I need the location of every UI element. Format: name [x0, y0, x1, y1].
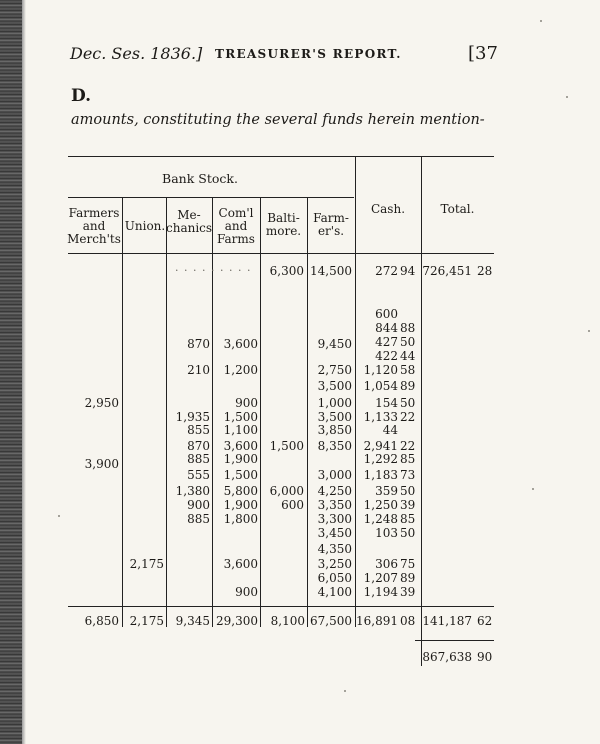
scan-speck: [58, 515, 60, 517]
top-row-farmers: 14,500: [310, 264, 352, 278]
cash-cents-cell: 39: [400, 585, 416, 599]
table-cell: 3,350: [317, 498, 352, 512]
book-binding-edge: [0, 0, 22, 744]
total-union: 2,175: [129, 614, 164, 628]
cash-cents-cell: 89: [400, 571, 416, 585]
table-cell: 885: [187, 512, 210, 526]
table-cell: 3,600: [223, 439, 258, 453]
cash-cents-cell: 44: [400, 349, 416, 363]
table-cell: 210: [187, 363, 210, 377]
table-cell: 1,100: [223, 423, 258, 437]
table-cell: 1,900: [223, 498, 258, 512]
scan-speck: [588, 330, 590, 332]
table-cell: 1,380: [175, 484, 210, 498]
table-cell: 3,250: [317, 557, 352, 571]
table-cell: 3,600: [223, 337, 258, 351]
total-cash-dollars: 16,891: [356, 614, 398, 628]
table-cell: 6,050: [317, 571, 352, 585]
cash-cents-cell: 88: [400, 321, 416, 335]
scan-speck: [344, 690, 346, 692]
table-cell: 855: [187, 423, 210, 437]
table-cell: 1,200: [223, 363, 258, 377]
cash-dollars-cell: 1,250: [363, 498, 398, 512]
total-farmers: 67,500: [310, 614, 352, 628]
table-cell: 3,850: [317, 423, 352, 437]
total-total-cents: 62: [477, 614, 493, 628]
table-cell: 1,000: [317, 396, 352, 410]
cash-dollars-cell: 103: [375, 526, 398, 540]
table-cell: 900: [235, 585, 258, 599]
cash-cents-cell: 73: [400, 468, 416, 482]
table-cell: 1,900: [223, 452, 258, 466]
header-session: Dec. Ses. 1836.]: [70, 44, 203, 63]
cash-dollars-cell: 427: [375, 335, 398, 349]
total-farmers-merchants: 6,850: [84, 614, 119, 628]
grand-total-cents: 90: [477, 650, 493, 664]
table-cell: 900: [235, 396, 258, 410]
col-header-farmers: Farm- er's.: [313, 211, 349, 238]
col-divider-4: [260, 197, 261, 627]
cash-dollars-cell: 1,194: [363, 585, 398, 599]
total-total-dollars: 141,187: [422, 614, 472, 628]
table-cell: 1,500: [269, 439, 304, 453]
cash-dollars-cell: 1,183: [363, 468, 398, 482]
cash-dollars-cell: 1,292: [363, 452, 398, 466]
cash-cents-cell: 22: [400, 410, 416, 424]
table-cell: 3,300: [317, 512, 352, 526]
cash-cents-cell: 50: [400, 484, 416, 498]
cash-dollars-cell: 422: [375, 349, 398, 363]
cash-cents-cell: 50: [400, 396, 416, 410]
total-baltimore: 8,100: [270, 614, 305, 628]
cash-cents-cell: 22: [400, 439, 416, 453]
cash-cents-cell: 50: [400, 526, 416, 540]
scan-speck: [566, 96, 568, 98]
table-cell: 4,250: [317, 484, 352, 498]
cash-dollars-cell: 1,120: [363, 363, 398, 377]
section-letter: D.: [71, 86, 92, 106]
table-cell: 8,350: [317, 439, 352, 453]
total-coml-farms: 29,300: [216, 614, 258, 628]
scan-speck: [540, 20, 542, 22]
table-cell: 1,500: [223, 468, 258, 482]
cash-dollars-cell: 359: [375, 484, 398, 498]
cash-dollars-cell: 1,054: [363, 379, 398, 393]
col-header-cash: Cash.: [370, 202, 406, 216]
table-cell: 3,600: [223, 557, 258, 571]
table-cell: 5,800: [223, 484, 258, 498]
grand-total-dollars: 867,638: [422, 650, 472, 664]
grand-total-rule: [415, 640, 494, 641]
page-gutter-shadow: [22, 0, 26, 744]
total-mechanics: 9,345: [175, 614, 210, 628]
cash-cents-cell: 50: [400, 335, 416, 349]
cash-dollars-cell: 600: [375, 307, 398, 321]
total-cash-cents: 08: [400, 614, 416, 628]
leader-dots: · · · · · · · · ·: [175, 264, 252, 277]
totals-rule: [68, 606, 494, 607]
cash-dollars-cell: 844: [375, 321, 398, 335]
top-row-total-cents: 28: [477, 264, 493, 278]
table-cell: 1,935: [175, 410, 210, 424]
table-cell: 3,500: [317, 379, 352, 393]
cash-dollars-cell: 306: [375, 557, 398, 571]
table-cell: 900: [187, 498, 210, 512]
top-row-cash-dollars: 272: [375, 264, 398, 278]
table-cell: 3,500: [317, 410, 352, 424]
table-cell: 2,750: [317, 363, 352, 377]
header-page-number: [37: [468, 43, 498, 64]
table-cell: 4,100: [317, 585, 352, 599]
group-header-bank-stock: Bank Stock.: [162, 171, 238, 186]
col-header-coml-farms: Com'l and Farms: [217, 206, 255, 246]
col-header-union: Union.: [124, 219, 166, 233]
col-header-mechanics: Me- chanics: [166, 208, 213, 235]
cash-cents-cell: 58: [400, 363, 416, 377]
table-cell: 1,800: [223, 512, 258, 526]
group-header-rule: [68, 197, 354, 198]
column-header-rule: [68, 253, 494, 254]
cash-cents-cell: 75: [400, 557, 416, 571]
col-header-total: Total.: [440, 202, 475, 216]
table-cell: 2,175: [129, 557, 164, 571]
table-cell: 2,950: [84, 396, 119, 410]
table-cell: 870: [187, 337, 210, 351]
col-header-baltimore: Balti- more.: [265, 211, 302, 238]
col-divider-7: [421, 156, 422, 666]
top-row-baltimore: 6,300: [269, 264, 304, 278]
table-cell: 3,450: [317, 526, 352, 540]
cash-dollars-cell: 1,207: [363, 571, 398, 585]
cash-cents-cell: 85: [400, 452, 416, 466]
scan-speck: [532, 488, 534, 490]
top-row-cash-cents: 94: [400, 264, 416, 278]
col-header-farmers-merchants: Farmers and Merch'ts: [67, 206, 121, 246]
cash-dollars-cell: 1,133: [363, 410, 398, 424]
cash-dollars-cell: 2,941: [363, 439, 398, 453]
cash-dollars-cell: 154: [375, 396, 398, 410]
table-top-rule: [68, 156, 494, 157]
table-cell: 9,450: [317, 337, 352, 351]
table-cell: 6,000: [269, 484, 304, 498]
table-cell: 870: [187, 439, 210, 453]
cash-cents-cell: 85: [400, 512, 416, 526]
table-cell: 3,000: [317, 468, 352, 482]
cash-cents-cell: 39: [400, 498, 416, 512]
cash-cents-cell: 89: [400, 379, 416, 393]
header-title: TREASURER'S REPORT.: [215, 47, 402, 61]
cash-dollars-cell: 44: [382, 423, 398, 437]
table-cell: 600: [281, 498, 304, 512]
table-cell: 555: [187, 468, 210, 482]
table-cell: 885: [187, 452, 210, 466]
table-cell: 3,900: [84, 457, 119, 471]
table-cell: 4,350: [317, 542, 352, 556]
top-row-total-dollars: 726,451: [422, 264, 472, 278]
table-cell: 1,500: [223, 410, 258, 424]
section-subtitle: amounts, constituting the several funds herein mention-: [71, 112, 485, 128]
cash-dollars-cell: 1,248: [363, 512, 398, 526]
